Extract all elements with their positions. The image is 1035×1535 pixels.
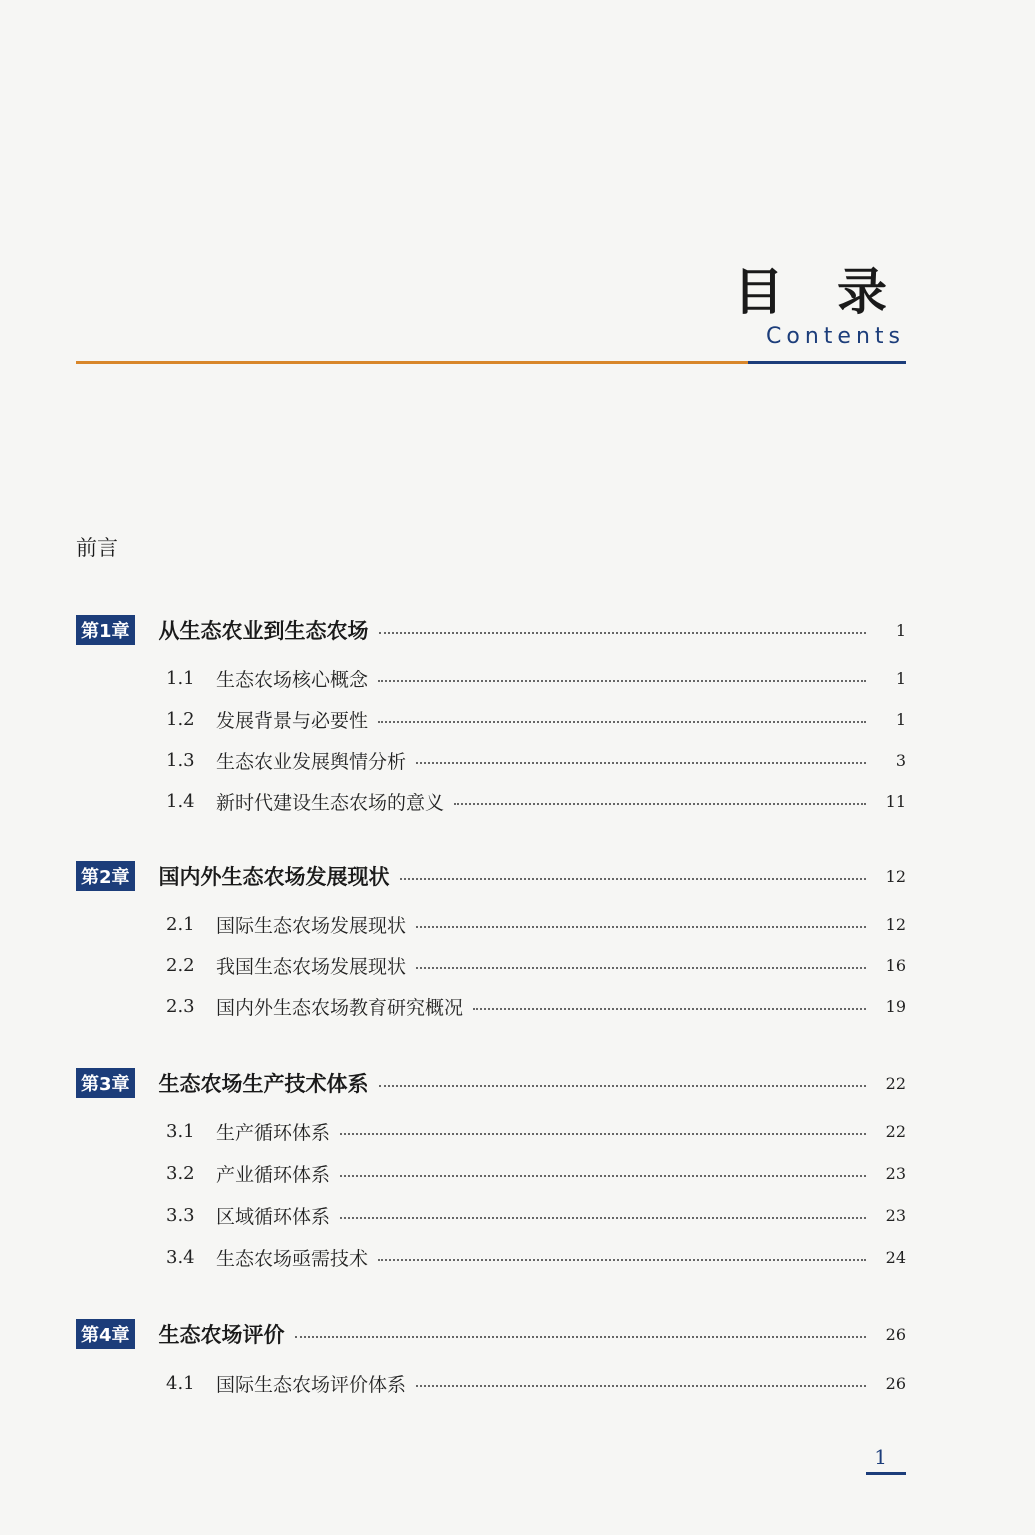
dot-leader [378,1259,866,1261]
section-number: 3.1 [166,1120,195,1142]
section-entry[interactable] [76,1116,906,1146]
section-title: 国际生态农场评价体系 [216,1373,407,1396]
chapter-entry[interactable] [76,861,906,891]
section-number: 1.4 [166,790,195,812]
section-entry[interactable] [76,1242,906,1272]
section-entry[interactable] [76,950,906,980]
page-number: 11 [885,791,906,811]
chapter-title: 生态农场生产技术体系 [158,1072,369,1096]
dot-leader [379,1085,866,1087]
section-number: 4.1 [166,1372,195,1394]
page-number: 22 [885,1073,906,1093]
page-number: 26 [885,1324,906,1344]
section-title: 区域循环体系 [216,1205,331,1228]
section-title: 新时代建设生态农场的意义 [216,791,445,814]
page-number: 23 [885,1163,906,1183]
section-number: 1.3 [166,749,195,771]
page-number: 1 [895,668,906,688]
chapter-badge: 第1章 [76,615,135,645]
section-title: 生态农场亟需技术 [216,1247,369,1270]
dot-leader [378,680,866,682]
section-entry[interactable] [76,786,906,816]
page-number: 1 [895,620,906,640]
dot-leader [340,1133,866,1135]
section-number: 3.3 [166,1204,195,1226]
dot-leader [416,1385,866,1387]
section-number: 3.4 [166,1246,195,1268]
section-title: 生态农场核心概念 [216,668,369,691]
section-title: 生态农业发展舆情分析 [216,750,407,773]
dot-leader [400,878,866,880]
chapter-badge: 第3章 [76,1068,135,1098]
dot-leader [416,926,866,928]
page-number: 12 [885,914,906,934]
page-number: 12 [885,866,906,886]
section-entry[interactable] [76,745,906,775]
page-number: 23 [885,1205,906,1225]
dot-leader [340,1217,866,1219]
section-title: 发展背景与必要性 [216,709,369,732]
page-subtitle: Contents [766,324,905,349]
title-rule-blue [748,361,906,364]
section-title: 国际生态农场发展现状 [216,914,407,937]
section-title: 生产循环体系 [216,1121,331,1144]
section-entry[interactable] [76,663,906,693]
chapter-entry[interactable] [76,1068,906,1098]
chapter-badge: 第4章 [76,1319,135,1349]
section-title: 国内外生态农场教育研究概况 [216,996,464,1019]
page-number: 22 [885,1121,906,1141]
chapter-title: 国内外生态农场发展现状 [158,865,390,889]
page-number: 3 [895,750,906,770]
section-title: 产业循环体系 [216,1163,331,1186]
section-entry[interactable] [76,1368,906,1398]
dot-leader [473,1008,866,1010]
section-number: 2.1 [166,913,195,935]
folio-page-number: 1 [874,1445,887,1469]
page-number: 19 [885,996,906,1016]
section-entry[interactable] [76,704,906,734]
page-number: 1 [895,709,906,729]
dot-leader [416,762,866,764]
chapter-title: 生态农场评价 [158,1323,285,1347]
page-number: 26 [885,1373,906,1393]
section-entry[interactable] [76,1200,906,1230]
section-entry[interactable] [76,909,906,939]
section-number: 2.3 [166,995,195,1017]
dot-leader [340,1175,866,1177]
dot-leader [378,721,866,723]
page-number: 24 [885,1247,906,1267]
chapter-badge: 第2章 [76,861,135,891]
section-number: 1.1 [166,667,195,689]
dot-leader [295,1336,866,1338]
page-title: 目 录 [733,263,905,321]
chapter-title: 从生态农业到生态农场 [158,619,369,643]
page-number: 16 [885,955,906,975]
dot-leader [454,803,866,805]
section-number: 1.2 [166,708,195,730]
chapter-entry[interactable] [76,615,906,645]
section-entry[interactable] [76,1158,906,1188]
chapter-entry[interactable] [76,1319,906,1349]
section-number: 2.2 [166,954,195,976]
dot-leader [379,632,866,634]
dot-leader [416,967,866,969]
section-number: 3.2 [166,1162,195,1184]
preface-entry[interactable]: 前言 [76,536,118,560]
folio-underline [866,1472,906,1475]
section-entry[interactable] [76,991,906,1021]
section-title: 我国生态农场发展现状 [216,955,407,978]
title-rule-orange [76,361,756,364]
